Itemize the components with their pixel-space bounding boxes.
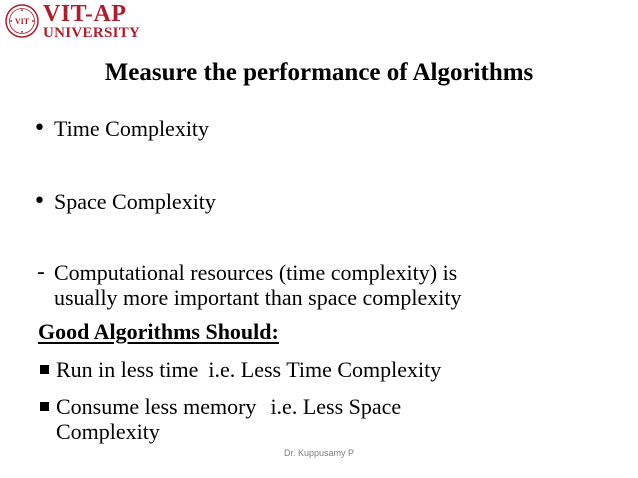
bullet-marker: • (33, 116, 46, 141)
logo-wordmark-bottom: UNIVERSITY (43, 25, 141, 41)
dash-marker: - (37, 260, 45, 285)
dash-item-line-2: usually more important than space complexity (54, 285, 462, 310)
good-item-text: Consume less memory (56, 394, 257, 419)
bullet-time-complexity: Time Complexity (54, 116, 210, 141)
good-item-text: Run in less time (56, 357, 199, 382)
slide-title: Measure the performance of Algorithms (104, 59, 534, 86)
footer-author: Dr. Kuppusamy P (283, 448, 355, 458)
square-bullet-icon (40, 402, 49, 411)
bullet-space-complexity: Space Complexity (54, 189, 216, 214)
good-item-continuation: Complexity (56, 419, 160, 444)
university-seal-icon (5, 4, 39, 38)
good-item-consume-less-memory (56, 395, 401, 419)
logo-wordmark-top: VIT-AP (43, 1, 127, 27)
dash-item-line-1: Computational resources (time complexity) is (54, 260, 458, 285)
bullet-marker: • (33, 189, 46, 214)
square-bullet-icon (40, 365, 49, 374)
seal-text: VIT (14, 17, 30, 26)
good-item-note: i.e. Less Time Complexity (208, 357, 442, 382)
good-item-note: i.e. Less Space (270, 394, 402, 419)
good-algorithms-heading: Good Algorithms Should: (38, 319, 279, 344)
good-item-run-less-time (56, 358, 441, 382)
university-logo (5, 1, 141, 44)
